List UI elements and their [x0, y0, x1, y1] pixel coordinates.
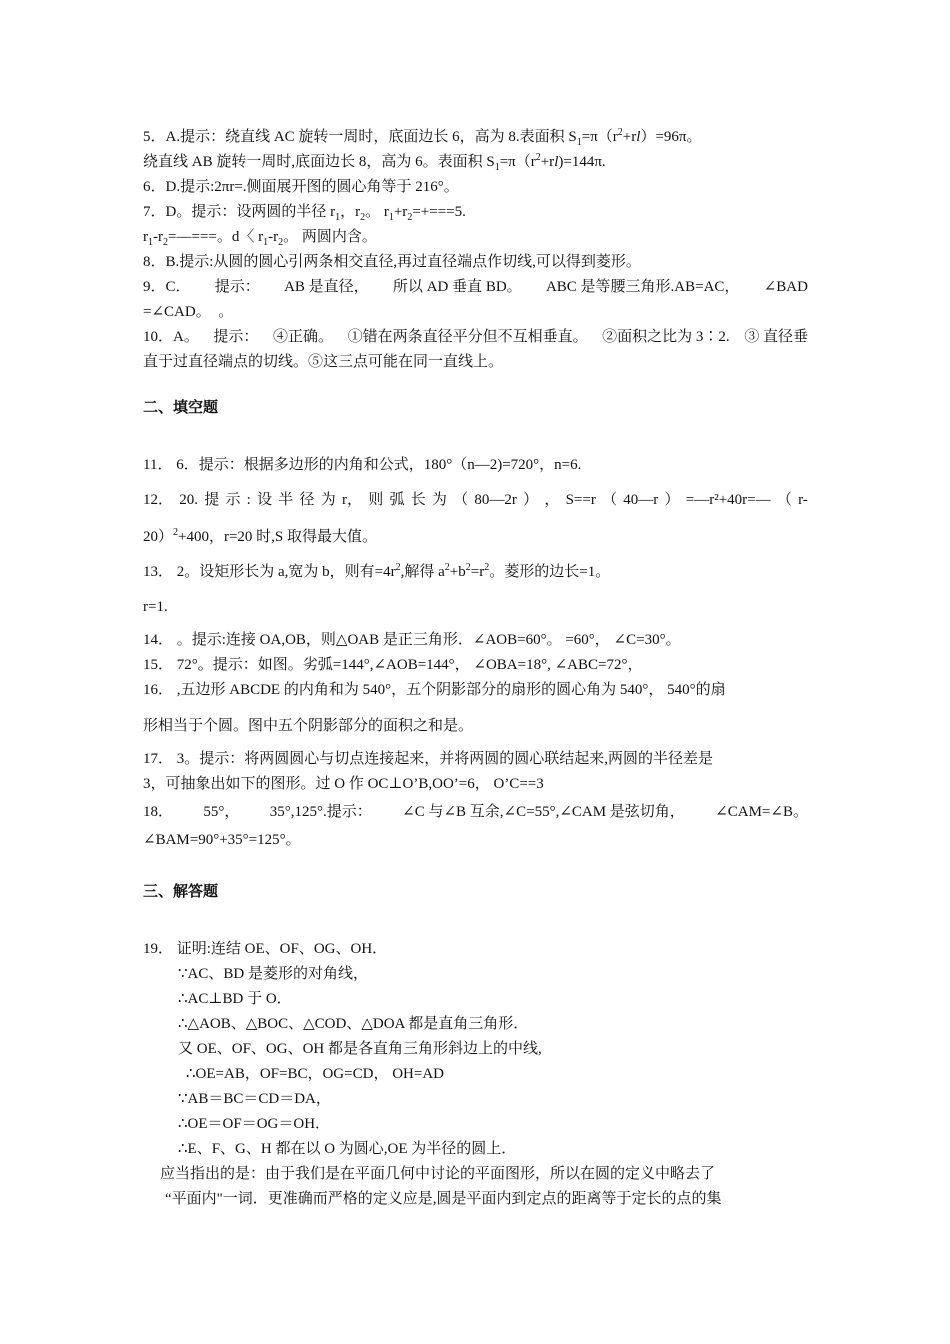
q17-line-1: 17． 3。提示：将两圆圆心与切点连接起来，并将两圆的圆心联结起来,两圆的半径差是: [143, 751, 714, 767]
q10-line-1: 10．A。 提示： ④正确。 ①错在两条直径平分但不互相垂直。 ②面积之比为 3∶2. ③ 直径垂: [143, 329, 808, 345]
q17-line-2: 3，可抽象出如下的图形。过 O 作 OC⊥O’B,OO’=6， O’C==3: [143, 776, 544, 792]
q13-line-2: r=1.: [143, 599, 168, 615]
q19-step-1: ∵AC、BD 是菱形的对角线，: [178, 966, 368, 982]
q7-line-1: 7．D。提示：设两圆的半径 $r_1$，$r_2$。 $r_1+r_2=+===5$.: [143, 204, 466, 223]
q12-line-1: 12． 20. 提 示 : 设 半 径 为 r， 则 弧 长 为 （ 80—2r ） ， S==r （ 40—r ） =—r²+40r=— （ r-: [143, 492, 808, 508]
q7-line-2: $r_1-r_2=—===$。d〈 $r_1-r_2$。 两圆内含。: [143, 229, 377, 248]
q19-note-line-2: “平面内"一词．更准确而严格的定义应是,圆是平面内到定点的距离等于定长的点的集: [165, 1191, 722, 1207]
section-heading-fill-in: 二、填空题: [143, 400, 219, 416]
q16-line-1: 16． ,五边形 ABCDE 的内角和为 540°，五个阴影部分的扇形的圆心角为 540°， 540°的扇: [143, 682, 726, 698]
q16-line-2: 形相当于个圆。图中五个阴影部分的面积之和是。: [143, 718, 474, 734]
q18-line-1: 18． 55°， 35°,125°.提示： ∠C 与∠B 互余,∠C=55°,∠CAM 是弦切角， ∠CAM=∠B。: [143, 804, 808, 820]
q9-line-1: 9．C． 提示： AB 是直径， 所以 AD 垂直 BD。 ABC 是等腰三角形.AB=AC， ∠BAD: [143, 279, 808, 295]
q19-step-6: ∵AB＝BC＝CD＝DA，: [178, 1091, 331, 1107]
q11-line: 11． 6．提示：根据多边形的内角和公式，180°（n—2)=720°，n=6.: [143, 457, 582, 473]
q19-step-5: ∴OE=AB，OF=BC，OG=CD， OH=AD: [186, 1066, 444, 1082]
q18-line-2: ∠BAM=90°+35°=125°。: [143, 832, 301, 848]
q19-title: 19． 证明:连结 OE、OF、OG、OH．: [143, 941, 388, 957]
q19-step-8: ∴E、F、G、H 都在以 O 为圆心,OE 为半径的圆上．: [178, 1141, 517, 1157]
q19-step-4: 又 OE、OF、OG、OH 都是各直角三角形斜边上的中线,: [178, 1041, 542, 1057]
q5-line-1: 5．A.提示：绕直线 AC 旋转一周时，底面边长 6，高为 8.表面积 $S_1=\pi(r^2+rl)=96\pi$。: [143, 127, 702, 148]
section-heading-solutions: 三、解答题: [143, 884, 219, 900]
q19-step-7: ∴OE＝OF＝OG＝OH．: [178, 1116, 331, 1132]
q13-line-1: 13． 2。设矩形长为 a,宽为 b，则有$=4r^2$,解得 $a^2+b^2=r^2$。菱形的边长=1。: [143, 562, 611, 580]
q14-line: 14． 。提示:连接 OA,OB，则△OAB 是正三角形．∠AOB=60°。 =60°， ∠C=30°。: [143, 632, 681, 648]
q9-line-2: =∠CAD。 。: [143, 304, 234, 320]
q6-line: 6．D.提示:2πr=.侧面展开图的圆心角等于 216°。: [143, 179, 459, 195]
q5-line-2: 绕直线 AB 旋转一周时,底面边长 8，高为 6。表面积 $S_1=\pi(r^2+rl)=144\pi$.: [143, 152, 606, 173]
q19-step-2: ∴AC⊥BD 于 O．: [178, 991, 292, 1007]
q19-step-3: ∴△AOB、△BOC、△COD、△DOA 都是直角三角形．: [178, 1016, 529, 1032]
q12-line-2: 20）$^2$+400，r=20 时,S 取得最大值。: [143, 527, 378, 545]
q19-note-line-1: 应当指出的是：由于我们是在平面几何中讨论的平面图形，所以在圆的定义中略去了: [160, 1166, 716, 1182]
q8-line: 8．B.提示:从圆的圆心引两条相交直径,再过直径端点作切线,可以得到菱形。: [143, 254, 641, 270]
q15-line: 15． 72°。提示：如图。劣弧=144°,∠AOB=144°， ∠OBA=18°, ∠ABC=72°，: [143, 657, 643, 673]
q10-line-2: 直于过直径端点的切线。⑤这三点可能在同一直线上。: [143, 354, 504, 370]
